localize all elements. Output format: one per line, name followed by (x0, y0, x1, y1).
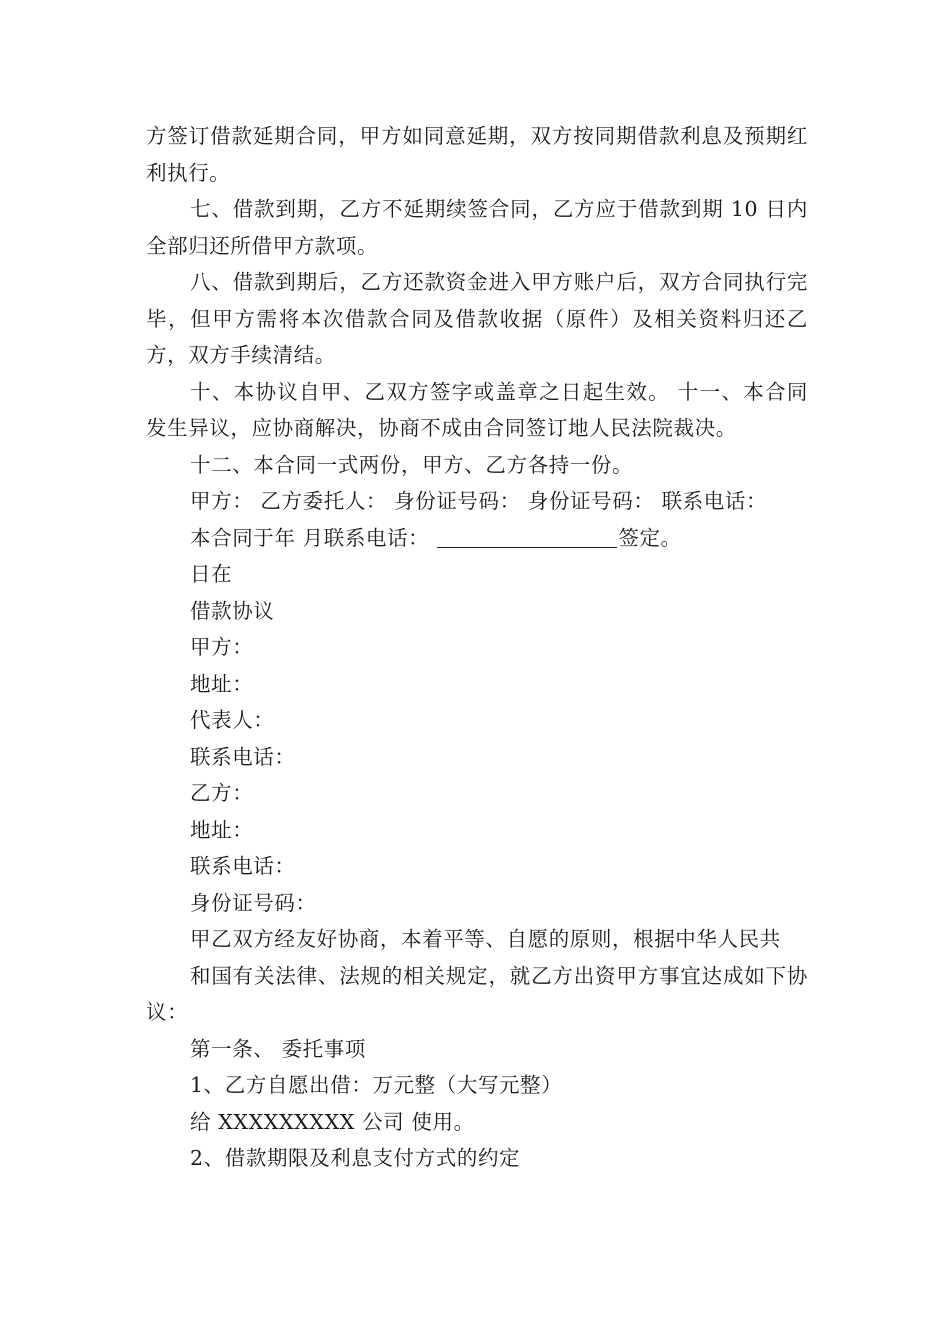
signing-date-line (146, 520, 808, 557)
signing-suffix: 签定。 (618, 525, 682, 550)
party-b-label: 乙方： (190, 781, 254, 805)
party-a-representative-label: 代表人： (190, 708, 275, 732)
paragraph-clause-12: 十二、本合同一式两份，甲方、乙方各持一份。 (190, 452, 634, 477)
paragraph-clause-7: 七、借款到期，乙方不延期续签合同，乙方应于借款到期 10 日内全部归还所借甲方款项。 (146, 197, 808, 258)
preamble-paragraph-2: 和国有关法律、法规的相关规定，就乙方出资甲方事宜达成如下协议： (146, 963, 808, 1024)
date-fragment-line: 日在 (190, 562, 233, 586)
paragraph-clause-8: 八、借款到期后，乙方还款资金进入甲方账户后，双方合同执行完毕，但甲方需将本次借款合同及借款收据（原件）及相关资料归还乙方，双方手续清结。 (146, 270, 808, 367)
signing-place-blank (437, 525, 617, 548)
agreement-title: 借款协议 (190, 598, 275, 623)
party-b-address-label: 地址： (190, 817, 254, 842)
article-1-borrower-line: 给 XXXXXXXXX 公司 使用。 (190, 1109, 475, 1134)
party-a-label: 甲方： (190, 635, 254, 659)
signature-fields-line: 甲方： 乙方委托人： 身份证号码： 身份证号码： 联系电话： (190, 489, 768, 513)
party-b-id-label: 身份证号码： (190, 890, 317, 915)
article-1-item-2: 2、借款期限及利息支付方式的约定 (190, 1146, 521, 1170)
preamble-paragraph-1: 甲乙双方经友好协商，本着平等、自愿的原则，根据中华人民共 (190, 927, 781, 951)
paragraph-extension-continued: 方签订借款延期合同，甲方如同意延期，双方按同期借款利息及预期红利执行。 (146, 124, 808, 185)
document-body (146, 118, 808, 1177)
signing-date-text: 本合同于年 月联系电话： (190, 525, 437, 550)
party-b-phone-label: 联系电话： (190, 854, 296, 878)
article-1-item-1: 1、乙方自愿出借：万元整（大写元整） (190, 1073, 563, 1097)
article-1-heading: 第一条、 委托事项 (190, 1036, 366, 1061)
paragraph-clause-10-11: 十、本协议自甲、乙双方签字或盖章之日起生效。 十一、本合同发生异议，应协商解决，协商不成由合同签订地人民法院裁决。 (146, 379, 808, 440)
party-a-phone-label: 联系电话： (190, 744, 296, 769)
party-a-address-label: 地址： (190, 671, 254, 696)
